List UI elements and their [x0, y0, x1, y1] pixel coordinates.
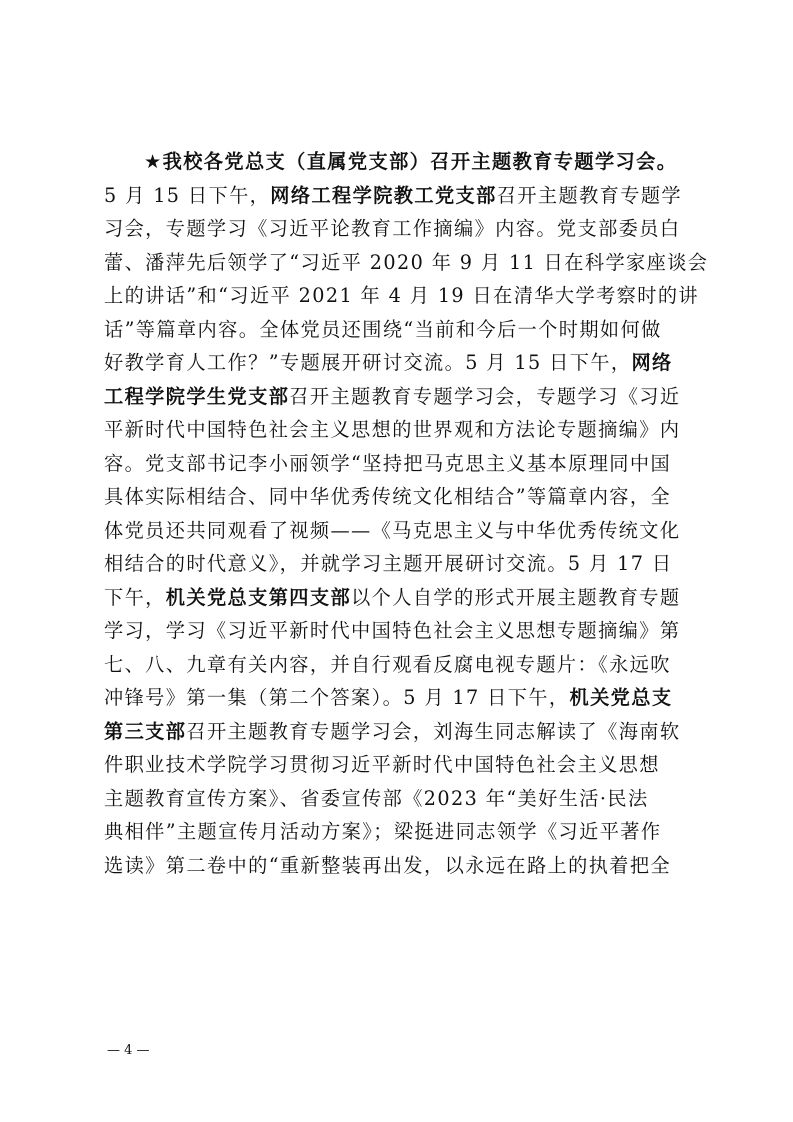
text-line — [104, 547, 694, 581]
bold-text-segment: 网络工程学院教工党支部 — [270, 183, 497, 207]
text-segment: 相结合的时代意义》，并就学习主题开展研讨交流。5 月 17 日 — [104, 552, 673, 575]
text-segment: 冲锋号》第一集（第二个答案）。5 月 17 日下午， — [104, 686, 570, 709]
text-line — [104, 614, 694, 648]
text-segment: 上的讲话”和“习近平 2021 年 4 月 19 日在清华大学考察时的讲 — [104, 284, 700, 307]
text-line — [104, 179, 694, 213]
text-line — [104, 313, 694, 347]
text-line — [104, 212, 694, 246]
text-line — [104, 782, 694, 816]
text-segment: 召开主题教育专题学习会，专题学习《习近 — [289, 384, 681, 408]
text-segment: 召开主题教育专题学习会，刘海生同志解读了《海南软 — [186, 719, 681, 743]
text-segment: 典相伴”主题宣传月活动方案》；梁挺进同志领学《习近平著作 — [104, 820, 662, 843]
text-line — [104, 849, 694, 883]
text-segment: 学习，学习《习近平新时代中国特色社会主义思想专题摘编》第 — [104, 619, 681, 642]
text-line — [104, 413, 694, 447]
bold-text-segment: 机关党总支第四支部 — [165, 585, 352, 609]
text-segment: 习会，专题学习《习近平论教育工作摘编》内容。党支部委员白 — [104, 217, 681, 240]
text-segment: 件职业技术学院学习贯彻习近平新时代中国特色社会主义思想 — [104, 753, 660, 776]
bold-text-segment: 工程学院学生党支部 — [104, 384, 290, 408]
document-body — [104, 145, 709, 882]
text-line — [104, 380, 694, 414]
text-segment: 召开主题教育专题学 — [496, 183, 683, 207]
bold-text-segment: 网络 — [631, 351, 673, 374]
text-line — [104, 581, 694, 615]
text-segment: 主题教育宣传方案》、省委宣传部《2023 年“美好生活·民法 — [104, 786, 649, 810]
text-line — [104, 815, 694, 849]
text-line — [104, 480, 694, 514]
text-segment: 七、八、九章有关内容，并自行观看反腐电视专题片：《永远吹 — [104, 652, 671, 676]
text-line — [104, 681, 694, 715]
text-segment: 话”等篇章内容。全体党员还围绕“当前和今后一个时期如何做 — [104, 317, 662, 341]
text-line — [104, 346, 694, 380]
text-segment: 蕾、潘萍先后领学了“习近平 2020 年 9 月 11 日在科学家座谈会 — [104, 250, 709, 274]
bold-text-segment: ★我校各党总支（直属党支部）召开主题教育专题学习会。 — [144, 150, 678, 173]
text-segment: 好教学育人工作？”专题展开研讨交流。5 月 15 日下午， — [104, 351, 632, 374]
text-segment: 体党员还共同观看了视频——《马克思主义与中华优秀传统文化 — [104, 518, 681, 542]
text-line — [104, 715, 694, 749]
text-line — [104, 145, 694, 179]
text-line — [104, 447, 694, 481]
text-line — [104, 514, 694, 548]
text-line — [104, 279, 700, 313]
page-number: — 4 — — [107, 1043, 150, 1058]
text-segment: 容。党支部书记李小丽领学“坚持把马克思主义基本原理同中国 — [104, 451, 672, 475]
bold-text-segment: 机关党总支 — [569, 686, 673, 709]
text-segment: 具体实际相结合、同中华优秀传统文化相结合”等篇章内容，全 — [104, 485, 672, 508]
text-line — [104, 648, 694, 682]
bold-text-segment: 第三支部 — [104, 719, 187, 743]
text-segment: 以个人自学的形式开展主题教育专题 — [351, 585, 681, 609]
text-line — [104, 748, 694, 782]
text-segment: 选读》第二卷中的“重新整装再出发，以永远在路上的执着把全 — [104, 853, 672, 877]
text-segment: 5 月 15 日下午， — [104, 183, 271, 207]
text-segment: 平新时代中国特色社会主义思想的世界观和方法论专题摘编》内 — [104, 418, 681, 441]
text-line — [104, 246, 709, 280]
text-segment: 下午， — [104, 585, 166, 609]
